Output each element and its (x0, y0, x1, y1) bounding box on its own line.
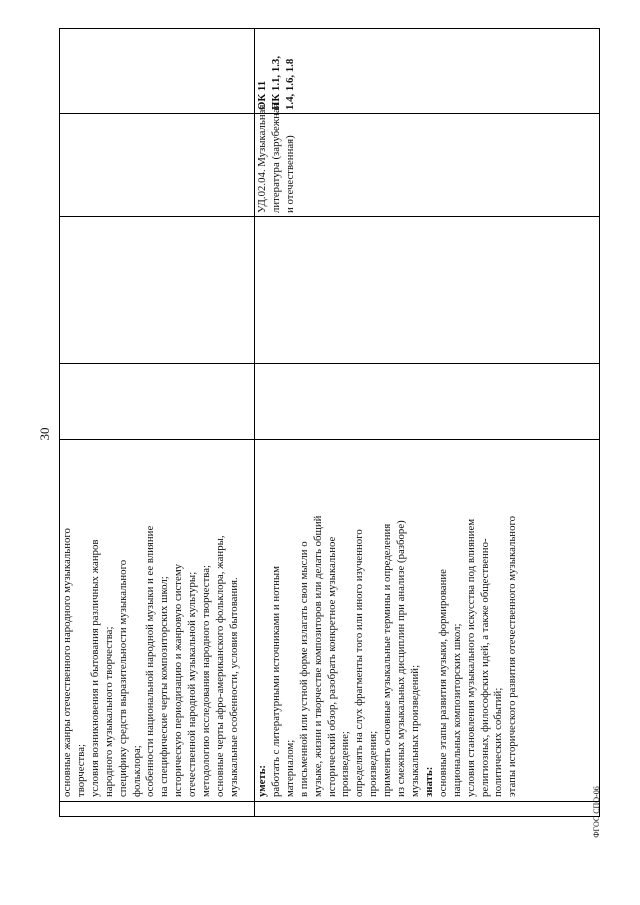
content-line: материалом; (283, 739, 296, 797)
discipline-line: УД.02.04. Музыкальная (256, 104, 268, 213)
competency-cell (59, 28, 254, 114)
content-line: особенности национальной народной музыки и ее влияние (144, 525, 157, 797)
content-line: определять на слух фрагменты того или иного изученного (353, 529, 366, 797)
competency-line: ПК 1.1, 1.3, (269, 55, 282, 110)
content-line: творчества; (74, 743, 87, 797)
hours-cell (59, 364, 254, 440)
table-row (254, 28, 600, 817)
table-row (59, 28, 254, 817)
hours-cell (254, 364, 600, 440)
content-line: специфику средств выразительности музыкального (116, 559, 129, 797)
content-cell (254, 440, 600, 802)
content-line: работать с литературными источниками и нотным (269, 566, 282, 797)
content-line: произведение; (339, 731, 352, 797)
content-line: условия возникновения и бытования различных жанров (88, 539, 101, 797)
discipline-line: и отечественная) (283, 135, 296, 213)
competency-line: ОК 11 (256, 80, 268, 110)
content-line: народного музыкального творчества; (102, 626, 115, 797)
znat-label: знать: (422, 766, 435, 797)
content-line: отечественной народной музыкальной культуры; (186, 571, 199, 797)
content-cell (59, 440, 254, 802)
content-line: условия становления музыкального искусства под влиянием (464, 518, 477, 797)
discipline-cell (254, 103, 600, 217)
content-line: основные жанры отечественного народного музыкального (61, 528, 73, 797)
discipline-line: литература (зарубежная (269, 103, 282, 213)
content-line: произведения; (367, 730, 380, 797)
content-line: основные этапы развития музыки, формирование (436, 569, 449, 797)
content-line: применять основные музыкальные термины и определения (381, 523, 394, 797)
hours-cell (254, 217, 600, 364)
content-line: политических событий; (492, 687, 505, 797)
content-line: фольклора; (130, 745, 143, 797)
content-line: историческую периодизацию и жанровую систему (172, 563, 185, 797)
content-line: методологию исследования народного творчества; (200, 564, 213, 797)
content-line: исторический обзор, разобрать конкретное музыкальное (325, 536, 338, 797)
content-line: музыкальные особенности, условия бытования. (227, 577, 240, 797)
rotated-table (59, 28, 600, 817)
competency-cell (254, 28, 600, 114)
content-line: национальных композиторских школ; (450, 623, 463, 797)
rotated-table-area (59, 28, 600, 817)
content-line: основные черты афро-американского фольклора, жанры, (213, 535, 226, 797)
footer-label: ФГОС СПО-06 (592, 786, 601, 838)
content-line: в письменной или устной форме излагать свои мысли о (297, 541, 310, 797)
content-line: религиозных, философских идей, а также общественно- (478, 538, 491, 797)
content-line: этапы исторического развития отечественного музыкального (506, 515, 519, 797)
hours-cell (59, 217, 254, 364)
row1-content-lines (61, 444, 242, 797)
index-cell (59, 802, 254, 817)
content-line: музыке, жизни и творчестве композиторов или делать общий (311, 515, 324, 797)
page-number: 30 (37, 427, 52, 441)
content-line: из смежных музыкальных дисциплин при анализе (разборе) (395, 520, 408, 797)
index-cell (254, 802, 600, 817)
umet-label: уметь: (256, 764, 268, 797)
competency-line: 1.4, 1.6, 1.8 (283, 58, 296, 110)
discipline-cell (59, 114, 254, 217)
content-line: на специфические черты композиторских школ; (158, 576, 171, 797)
content-line: музыкальных произведений; (408, 664, 421, 797)
curriculum-table (59, 28, 600, 817)
